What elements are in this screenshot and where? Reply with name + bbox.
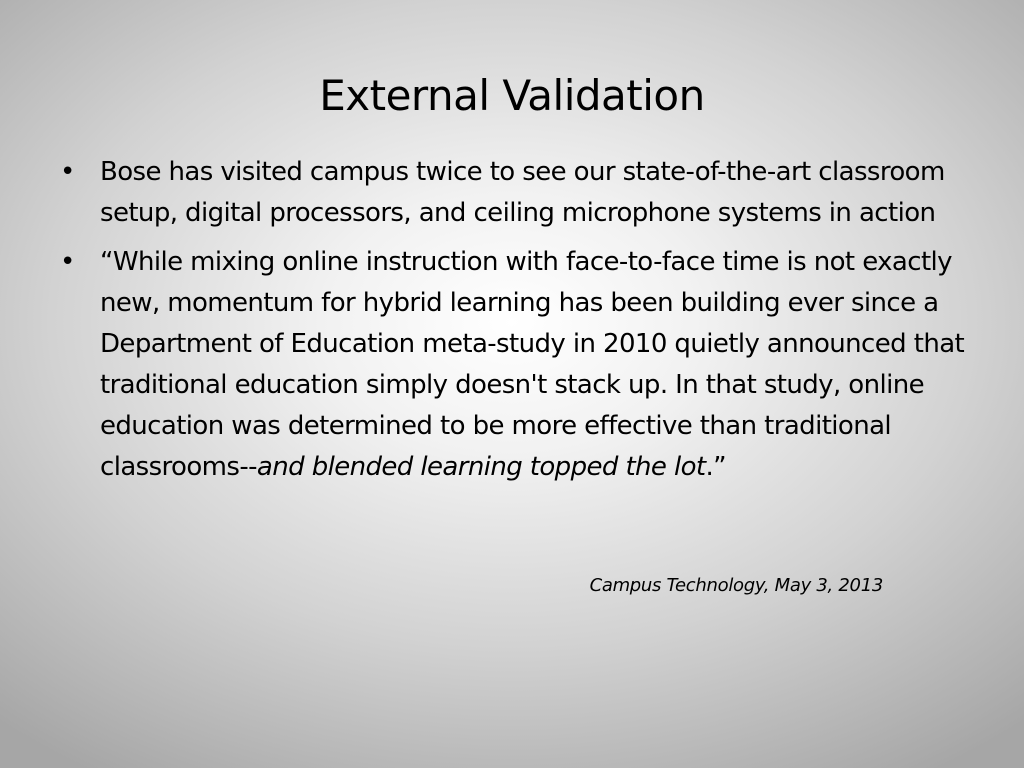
bullet-icon: • [60,157,75,187]
bullet-item-quote [58,242,973,488]
slide-title: External Validation [319,71,705,120]
citation: Campus Technology, May 3, 2013 [589,575,883,596]
quote-text: “While mixing online instruction with face-to-face time is not exactly new, momentum for hybrid learning has been building ever since a Department of Education meta-study in 2010 quietly announced that traditional education simply doesn't stack up. In that study, online education was determined to be more effective than traditional classrooms-- [100,247,965,482]
quote-italic-text: and blended learning topped the lot [256,452,706,482]
bullet-item-bose-visit [58,152,973,234]
bullet-icon: • [60,247,75,277]
bullet-list [58,152,973,496]
bullet-text: Bose has visited campus twice to see our state-of-the-art classroom setup, digital processors, and ceiling microphone systems in action [100,157,945,228]
quote-end: .” [705,452,727,482]
